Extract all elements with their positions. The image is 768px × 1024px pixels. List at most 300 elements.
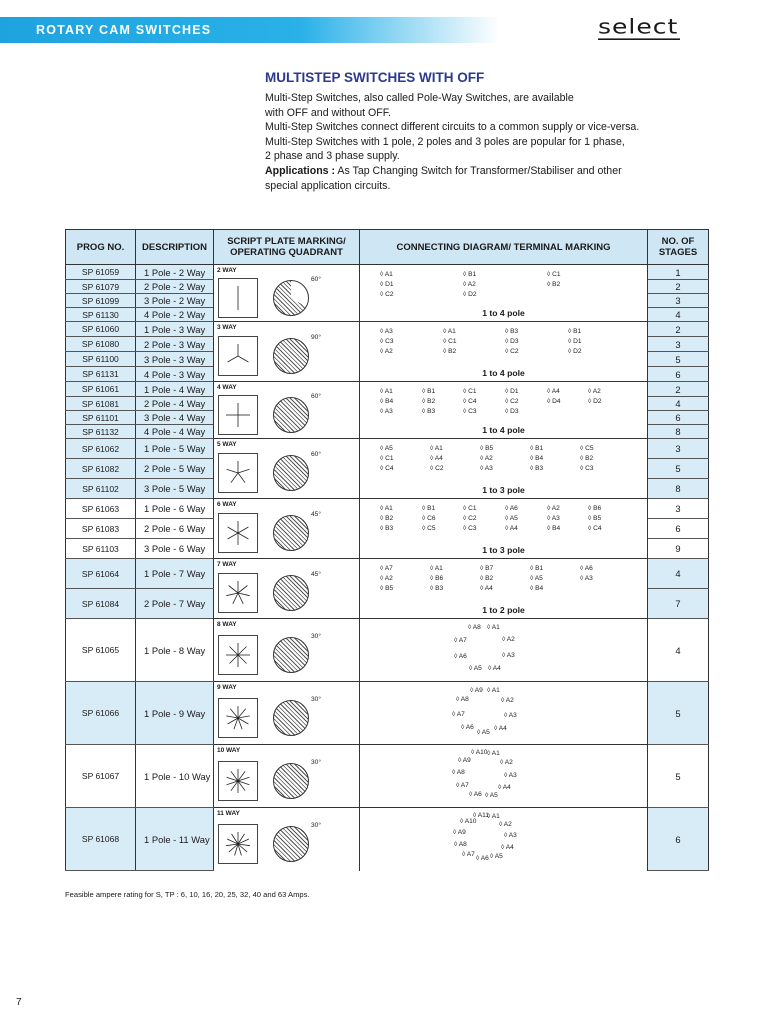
description: 2 Pole - 2 Way [136, 280, 214, 294]
select-logo: select [598, 15, 679, 39]
connecting-diagram-cell [360, 439, 648, 499]
prog-number: SP 61100 [66, 352, 136, 367]
prog-number: SP 61065 [66, 619, 136, 682]
connecting-diagram-cell [360, 499, 648, 559]
operating-quadrant-icon [273, 826, 309, 862]
terminal-label: ◊ B2 [580, 455, 594, 462]
page-title: MULTISTEP SWITCHES WITH OFF [265, 70, 485, 85]
terminal-label: ◊ B6 [430, 575, 444, 582]
prog-number: SP 61059 [66, 265, 136, 280]
prog-number: SP 61083 [66, 519, 136, 539]
operating-quadrant-icon [273, 338, 309, 374]
terminal-label: ◊ B1 [530, 565, 544, 572]
description: 1 Pole - 2 Way [136, 265, 214, 280]
terminal-label: ◊ A8 [456, 696, 469, 703]
intro-line-1: Multi-Step Switches, also called Pole-Way Switches, are available [265, 92, 574, 104]
prog-number: SP 61130 [66, 308, 136, 322]
operating-quadrant-icon [273, 575, 309, 611]
terminal-label: ◊ B2 [380, 515, 394, 522]
way-label: 11 WAY [217, 810, 240, 817]
header-diagram: CONNECTING DIAGRAM/ TERMINAL MARKING [360, 230, 648, 265]
stage-count: 9 [648, 539, 709, 559]
operating-quadrant-icon [273, 455, 309, 491]
angle-label: 60° [311, 451, 321, 458]
connecting-diagram-cell [360, 808, 648, 871]
script-plate-dial-icon [218, 761, 258, 801]
terminal-label: ◊ A10 [460, 818, 477, 825]
connecting-diagram-cell [360, 559, 648, 619]
stage-count: 4 [648, 308, 709, 322]
stage-count: 7 [648, 589, 709, 619]
way-label: 8 WAY [217, 621, 237, 628]
terminal-label: ◊ A5 [469, 665, 482, 672]
terminal-label: ◊ A1 [430, 445, 443, 452]
terminal-label: ◊ C5 [422, 525, 436, 532]
stage-count: 6 [648, 367, 709, 382]
pole-range-label: 1 to 2 pole [482, 605, 525, 615]
terminal-label: ◊ C1 [547, 271, 561, 278]
terminal-label: ◊ A4 [501, 844, 514, 851]
stage-count: 8 [648, 479, 709, 499]
stage-count: 6 [648, 411, 709, 425]
prog-number: SP 61099 [66, 294, 136, 308]
script-plate-dial-icon [218, 453, 258, 493]
script-plate-cell [214, 439, 360, 499]
script-plate-dial-icon [218, 824, 258, 864]
prog-number: SP 61102 [66, 479, 136, 499]
terminal-label: ◊ A3 [504, 712, 517, 719]
stage-count: 5 [648, 682, 709, 745]
terminal-label: ◊ A5 [530, 575, 543, 582]
page-number: 7 [16, 997, 22, 1008]
switch-group-5-way [66, 439, 709, 499]
terminal-label: ◊ B3 [530, 465, 544, 472]
terminal-label: ◊ B1 [463, 271, 477, 278]
terminal-label: ◊ A7 [380, 565, 393, 572]
terminal-label: ◊ B4 [530, 455, 544, 462]
connecting-diagram-cell [360, 322, 648, 382]
terminal-label: ◊ A7 [462, 851, 475, 858]
terminal-label: ◊ B4 [547, 525, 561, 532]
terminal-label: ◊ B2 [547, 281, 561, 288]
script-plate-cell [214, 559, 360, 619]
terminal-label: ◊ A2 [501, 697, 514, 704]
terminal-label: ◊ A2 [547, 505, 560, 512]
terminal-label: ◊ A5 [477, 729, 490, 736]
description: 4 Pole - 4 Way [136, 425, 214, 439]
terminal-label: ◊ A3 [547, 515, 560, 522]
terminal-label: ◊ A2 [463, 281, 476, 288]
prog-number: SP 61080 [66, 337, 136, 352]
terminal-label: ◊ C4 [463, 398, 477, 405]
intro-line-2: with OFF and without OFF. [265, 106, 391, 119]
connecting-diagram-cell [360, 619, 648, 682]
stage-count: 5 [648, 459, 709, 479]
way-label: 9 WAY [217, 684, 237, 691]
header-prog: PROG NO. [66, 230, 136, 265]
terminal-label: ◊ D1 [568, 338, 582, 345]
header-script: SCRIPT PLATE MARKING/ OPERATING QUADRANT [214, 230, 360, 265]
table-row [66, 808, 709, 871]
prog-number: SP 61079 [66, 280, 136, 294]
terminal-label: ◊ D3 [505, 338, 519, 345]
terminal-label: ◊ A6 [580, 565, 593, 572]
description: 2 Pole - 6 Way [136, 519, 214, 539]
intro-line-3: Multi-Step Switches connect different circuits to a common supply or vice-versa. [265, 121, 640, 134]
applications-text: As Tap Changing Switch for Transformer/Stabiliser and other [337, 164, 622, 177]
stage-count: 8 [648, 425, 709, 439]
table-row [66, 499, 709, 519]
switch-group-2-way [66, 265, 709, 322]
switch-table [65, 229, 709, 871]
pole-range-label: 1 to 4 pole [482, 308, 525, 318]
description: 1 Pole - 4 Way [136, 382, 214, 397]
terminal-label: ◊ B2 [480, 575, 494, 582]
pole-range-label: 1 to 3 pole [482, 545, 525, 555]
table-row [66, 439, 709, 459]
terminal-label: ◊ A3 [502, 652, 515, 659]
pole-range-label: 1 to 4 pole [482, 425, 525, 435]
stage-count: 4 [648, 397, 709, 411]
way-label: 10 WAY [217, 747, 241, 754]
prog-number: SP 61067 [66, 745, 136, 808]
operating-quadrant-icon [273, 637, 309, 673]
terminal-label: ◊ C3 [380, 338, 394, 345]
terminal-label: ◊ A2 [500, 759, 513, 766]
terminal-label: ◊ A1 [487, 624, 500, 631]
terminal-label: ◊ A1 [380, 271, 393, 278]
terminal-label: ◊ A2 [499, 821, 512, 828]
script-plate-dial-icon [218, 336, 258, 376]
prog-number: SP 61064 [66, 559, 136, 589]
table-row [66, 682, 709, 745]
terminal-label: ◊ A7 [456, 782, 469, 789]
stage-count: 3 [648, 499, 709, 519]
terminal-label: ◊ A4 [480, 585, 493, 592]
script-plate-cell [214, 808, 360, 871]
stage-count: 2 [648, 322, 709, 337]
terminal-label: ◊ A5 [380, 445, 393, 452]
terminal-label: ◊ C3 [580, 465, 594, 472]
footnote: Feasible ampere rating for S, TP : 6, 10, 16, 20, 25, 32, 40 and 63 Amps. [65, 890, 310, 899]
pole-range-label: 1 to 4 pole [482, 368, 525, 378]
terminal-label: ◊ A2 [380, 348, 393, 355]
terminal-label: ◊ A2 [480, 455, 493, 462]
prog-number: SP 61062 [66, 439, 136, 459]
script-plate-cell [214, 619, 360, 682]
script-plate-dial-icon [218, 278, 258, 318]
terminal-label: ◊ B2 [422, 398, 436, 405]
terminal-label: ◊ A4 [494, 725, 507, 732]
switch-group-3-way [66, 322, 709, 382]
connecting-diagram-cell [360, 745, 648, 808]
description: 4 Pole - 3 Way [136, 367, 214, 382]
way-label: 4 WAY [217, 384, 237, 391]
operating-quadrant-icon [273, 763, 309, 799]
prog-number: SP 61068 [66, 808, 136, 871]
angle-label: 30° [311, 695, 321, 703]
script-plate-cell [214, 322, 360, 382]
terminal-label: ◊ A4 [488, 665, 501, 672]
terminal-label: ◊ C2 [380, 291, 394, 298]
way-label: 3 WAY [217, 324, 237, 331]
terminal-label: ◊ A10 [471, 749, 488, 756]
way-label: 2 WAY [217, 267, 237, 274]
terminal-label: ◊ A11 [473, 812, 489, 819]
operating-quadrant-icon [273, 515, 309, 551]
terminal-label: ◊ A6 [454, 653, 467, 660]
description: 3 Pole - 2 Way [136, 294, 214, 308]
script-plate-dial-icon [218, 635, 258, 675]
terminal-label: ◊ D3 [505, 408, 519, 415]
terminal-label: ◊ A3 [380, 328, 393, 335]
terminal-label: ◊ B3 [422, 408, 436, 415]
terminal-label: ◊ A7 [454, 637, 467, 644]
description: 1 Pole - 5 Way [136, 439, 214, 459]
prog-number: SP 61101 [66, 411, 136, 425]
angle-label: 60° [311, 275, 321, 283]
description: 1 Pole - 6 Way [136, 499, 214, 519]
description: 2 Pole - 7 Way [136, 589, 214, 619]
terminal-label: ◊ B1 [422, 388, 436, 395]
terminal-label: ◊ A3 [580, 575, 593, 582]
terminal-label: ◊ C4 [380, 465, 394, 472]
stage-count: 6 [648, 519, 709, 539]
description: 1 Pole - 10 Way [136, 745, 214, 808]
switch-group-11-way [66, 808, 709, 871]
description: 1 Pole - 3 Way [136, 322, 214, 337]
prog-number: SP 61060 [66, 322, 136, 337]
terminal-label: ◊ A1 [487, 687, 500, 694]
script-plate-dial-icon [218, 698, 258, 738]
terminal-label: ◊ D2 [588, 398, 602, 405]
switch-group-6-way [66, 499, 709, 559]
description: 3 Pole - 3 Way [136, 352, 214, 367]
terminal-label: ◊ C1 [463, 388, 477, 395]
switch-group-8-way [66, 619, 709, 682]
terminal-label: ◊ A4 [498, 784, 511, 791]
terminal-label: ◊ B3 [505, 328, 519, 335]
stage-count: 2 [648, 280, 709, 294]
terminal-label: ◊ B1 [530, 445, 544, 452]
stage-count: 3 [648, 294, 709, 308]
terminal-label: ◊ A8 [454, 841, 467, 848]
stage-count: 2 [648, 382, 709, 397]
script-plate-cell [214, 265, 360, 322]
terminal-label: ◊ C2 [430, 465, 444, 472]
terminal-label: ◊ D2 [568, 348, 582, 355]
description: 1 Pole - 8 Way [136, 619, 214, 682]
prog-number: SP 61063 [66, 499, 136, 519]
terminal-label: ◊ C5 [580, 445, 594, 452]
intro-line-5: 2 phase and 3 phase supply. [265, 150, 400, 163]
terminal-label: ◊ C6 [422, 515, 436, 522]
description: 1 Pole - 11 Way [136, 808, 214, 871]
terminal-label: ◊ A1 [487, 813, 500, 820]
angle-label: 60° [311, 392, 321, 400]
stage-count: 4 [648, 619, 709, 682]
stage-count: 4 [648, 559, 709, 589]
prog-number: SP 61103 [66, 539, 136, 559]
banner-title: ROTARY CAM SWITCHES [36, 23, 212, 37]
terminal-label: ◊ C2 [505, 398, 519, 405]
script-plate-cell [214, 745, 360, 808]
applications-line-2: special application circuits. [265, 179, 391, 192]
description: 3 Pole - 4 Way [136, 411, 214, 425]
prog-number: SP 61084 [66, 589, 136, 619]
terminal-label: ◊ A6 [476, 855, 489, 862]
stage-count: 5 [648, 352, 709, 367]
header-description: DESCRIPTION [136, 230, 214, 265]
terminal-label: ◊ C1 [443, 338, 457, 345]
table-header-row [66, 230, 709, 265]
stage-count: 3 [648, 439, 709, 459]
terminal-label: ◊ A4 [505, 525, 518, 532]
switch-group-7-way [66, 559, 709, 619]
angle-label: 45° [311, 571, 321, 578]
terminal-label: ◊ C3 [463, 408, 477, 415]
angle-label: 45° [311, 511, 321, 518]
terminal-label: ◊ A4 [547, 388, 560, 395]
terminal-label: ◊ A3 [380, 408, 393, 415]
terminal-label: ◊ A1 [380, 388, 393, 395]
terminal-label: ◊ A3 [504, 772, 517, 779]
terminal-label: ◊ A8 [468, 624, 481, 631]
switch-group-10-way [66, 745, 709, 808]
terminal-label: ◊ A9 [470, 687, 483, 694]
terminal-label: ◊ D4 [547, 398, 561, 405]
terminal-label: ◊ A1 [443, 328, 456, 335]
description: 2 Pole - 4 Way [136, 397, 214, 411]
terminal-label: ◊ B5 [480, 445, 494, 452]
terminal-label: ◊ B4 [530, 585, 544, 592]
switch-group-9-way [66, 682, 709, 745]
terminal-label: ◊ C1 [380, 455, 394, 462]
terminal-label: ◊ B5 [588, 515, 602, 522]
terminal-label: ◊ A7 [452, 711, 465, 718]
stage-count: 3 [648, 337, 709, 352]
terminal-label: ◊ D1 [380, 281, 394, 288]
terminal-label: ◊ C4 [588, 525, 602, 532]
section-banner [0, 17, 500, 43]
terminal-label: ◊ A5 [485, 792, 498, 799]
stage-count: 1 [648, 265, 709, 280]
intro-line-4: Multi-Step Switches with 1 pole, 2 poles and 3 poles are popular for 1 phase, [265, 135, 625, 148]
terminal-label: ◊ C1 [463, 505, 477, 512]
angle-label: 30° [311, 632, 321, 640]
terminal-label: ◊ A2 [502, 636, 515, 643]
prog-number: SP 61081 [66, 397, 136, 411]
connecting-diagram-cell [360, 682, 648, 745]
terminal-label: ◊ B6 [588, 505, 602, 512]
table-row [66, 619, 709, 682]
script-plate-dial-icon [218, 513, 258, 553]
way-label: 7 WAY [217, 561, 237, 568]
connecting-diagram-cell [360, 265, 648, 322]
prog-number: SP 61061 [66, 382, 136, 397]
terminal-label: ◊ A9 [453, 829, 466, 836]
terminal-label: ◊ C2 [463, 515, 477, 522]
prog-number: SP 61066 [66, 682, 136, 745]
terminal-label: ◊ B5 [380, 585, 394, 592]
terminal-label: ◊ A1 [430, 565, 443, 572]
table-row [66, 559, 709, 589]
table-row [66, 382, 709, 397]
table-row [66, 322, 709, 337]
description: 2 Pole - 5 Way [136, 459, 214, 479]
terminal-label: ◊ A3 [480, 465, 493, 472]
prog-number: SP 61132 [66, 425, 136, 439]
description: 3 Pole - 6 Way [136, 539, 214, 559]
prog-number: SP 61082 [66, 459, 136, 479]
stage-count: 5 [648, 745, 709, 808]
intro-section [265, 70, 705, 193]
applications-line [265, 164, 705, 179]
terminal-label: ◊ A4 [430, 455, 443, 462]
terminal-label: ◊ B4 [380, 398, 394, 405]
terminal-label: ◊ A2 [380, 575, 393, 582]
switch-group-4-way [66, 382, 709, 439]
terminal-label: ◊ A5 [490, 853, 503, 860]
terminal-label: ◊ A6 [461, 724, 474, 731]
terminal-label: ◊ D2 [463, 291, 477, 298]
angle-label: 30° [311, 821, 321, 829]
terminal-label: ◊ C3 [463, 525, 477, 532]
terminal-label: ◊ B7 [480, 565, 494, 572]
terminal-label: ◊ B2 [443, 348, 457, 355]
header-stages: NO. OF STAGES [648, 230, 709, 265]
terminal-label: ◊ A1 [487, 750, 500, 757]
terminal-label: ◊ A6 [505, 505, 518, 512]
way-label: 6 WAY [217, 501, 237, 508]
way-label: 5 WAY [217, 441, 237, 448]
terminal-label: ◊ A2 [588, 388, 601, 395]
script-plate-cell [214, 499, 360, 559]
script-plate-dial-icon [218, 395, 258, 435]
script-plate-cell [214, 382, 360, 439]
applications-label: Applications : [265, 164, 336, 177]
terminal-label: ◊ C2 [505, 348, 519, 355]
terminal-label: ◊ A1 [380, 505, 393, 512]
terminal-label: ◊ B1 [568, 328, 582, 335]
pole-range-label: 1 to 3 pole [482, 485, 525, 495]
connecting-diagram-cell [360, 382, 648, 439]
terminal-label: ◊ A8 [452, 769, 465, 776]
angle-label: 30° [311, 758, 321, 766]
prog-number: SP 61131 [66, 367, 136, 382]
operating-quadrant-icon [273, 280, 309, 316]
terminal-label: ◊ B3 [380, 525, 394, 532]
operating-quadrant-icon [273, 700, 309, 736]
description: 2 Pole - 3 Way [136, 337, 214, 352]
script-plate-dial-icon [218, 573, 258, 613]
terminal-label: ◊ D1 [505, 388, 519, 395]
terminal-label: ◊ A3 [504, 832, 517, 839]
script-plate-cell [214, 682, 360, 745]
stage-count: 6 [648, 808, 709, 871]
terminal-label: ◊ A9 [458, 757, 471, 764]
angle-label: 90° [311, 334, 321, 341]
description: 4 Pole - 2 Way [136, 308, 214, 322]
table-row [66, 745, 709, 808]
operating-quadrant-icon [273, 397, 309, 433]
terminal-label: ◊ A6 [469, 791, 482, 798]
description: 3 Pole - 5 Way [136, 479, 214, 499]
description: 1 Pole - 9 Way [136, 682, 214, 745]
terminal-label: ◊ B3 [430, 585, 444, 592]
terminal-label: ◊ B1 [422, 505, 436, 512]
terminal-label: ◊ A5 [505, 515, 518, 522]
